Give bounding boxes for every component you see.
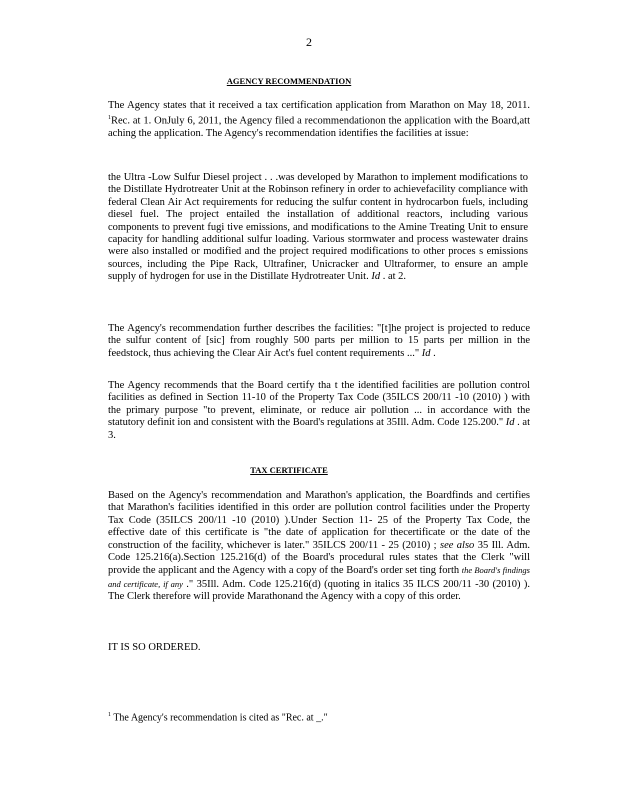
paragraph-text-continued: 35 Ill. Adm. Code 125.216(a).Section 125.216(d) of the Board's procedural rules states that the Clerk "will provide the applicant and the Agency with a copy of the Board's order set ting forth [108,539,530,577]
citation-id: Id [421,347,431,359]
paragraph-text-end: ." 35Ill. Adm. Code 125.216(d) (quoting in italics 35 ILCS 200/11 -30 (2010) ). The Clerk therefore will provide Marathonand the Agency with a copy of this order. [108,578,530,603]
see-also-signal: see also [439,539,475,551]
citation-end: . at 3. [108,417,530,441]
paragraph-text: The Agency states that it received a tax certification application from Marathon on May 18, 2011. [108,100,530,111]
footnote-text: The Agency's recommendation is cited as "Rec. at _." [111,712,328,724]
paragraph-agency-statement [108,100,530,141]
quoted-italic-phrase: the Board's findings and certificate, if any [108,565,530,589]
footnote [108,712,328,723]
footnote-reference: 1 [108,115,111,122]
paragraph-text-continued: Rec. at 1. OnJuly 6, 2011, the Agency filed a recommendationon the application with the Board,att aching the application. The Agency's recommendation identifies the facilities at issue: [108,115,530,140]
paragraph-text: The Agency's recommendation further describes the facilities: "[t]he project is projected to reduce the sulfur content of [sic] from roughly 500 parts per million to 15 parts per million in the feedstock, thus achieving the Clear Air Act's fuel content requirements ..." [108,323,530,359]
paragraph-tax-certificate [108,490,530,604]
citation-id: Id [505,417,515,429]
quote-text: the Ultra -Low Sulfur Diesel project . . .was developed by Marathon to implement modifications to the Distillate Hydrotreater Unit at the Robinson refinery in order to achievefacility compliance with federal Clean Air Act requirements for reducing the sulfur content in hydrocarbon fuels, including diesel fuel. The project entailed the installation of additional reactors, including various components to prevent fugi tive emissions, and modifications to the Amine Treating Unit to ensure capacity for handling additional sulfur loading. Various stormwater and process wastewater drains were also installed or modified and the project required modifications to other proces s emissions sources, including the Pipe Rack, Ultrafiner, Unicracker and Ultraformer, to ensure an ample supply of hydrogen for use in the Distillate Hydrotreater Unit. [108,172,528,283]
section-heading-agency-recommendation: AGENCY RECOMMENDATION [226,76,352,86]
paragraph-further-describes [108,323,530,360]
quote-citation-end: . at 2. [380,271,407,283]
page-number: 2 [306,35,312,49]
quote-citation-id: Id [371,271,381,283]
section-heading-tax-certificate: TAX CERTIFICATE [250,465,328,475]
so-ordered: IT IS SO ORDERED. [108,642,201,653]
paragraph-text: The Agency recommends that the Board certify tha t the identified facilities are pollution control facilities as defined in Section 11-10 of the Property Tax Code (35ILCS 200/11 -10 (2010) ) with the primary purpose "to prevent, eliminate, or reduce air pollution ... in accordance with the statutory definit ion and consistent with the Board's regulations at 35Ill. Adm. Code 125.200." [108,380,530,429]
paragraph-text: Based on the Agency's recommendation and Marathon's application, the Boardfinds and certifies that Marathon's facilities identified in this order are pollution control facilities under the Property Tax Code (35ILCS 200/11 -10 (2010) ).Under Section 11- 25 of the Property Tax Code, the effective date of this certificate is "the date of application for thecertificate or the date of the construction of the facility, whichever is later." 35ILCS 200/11 - 25 (2010) ; [108,490,530,551]
footnote-mark: 1 [108,712,111,718]
block-quote-facilities [108,172,528,284]
citation-end: . [430,347,436,359]
paragraph-agency-recommends [108,380,530,442]
